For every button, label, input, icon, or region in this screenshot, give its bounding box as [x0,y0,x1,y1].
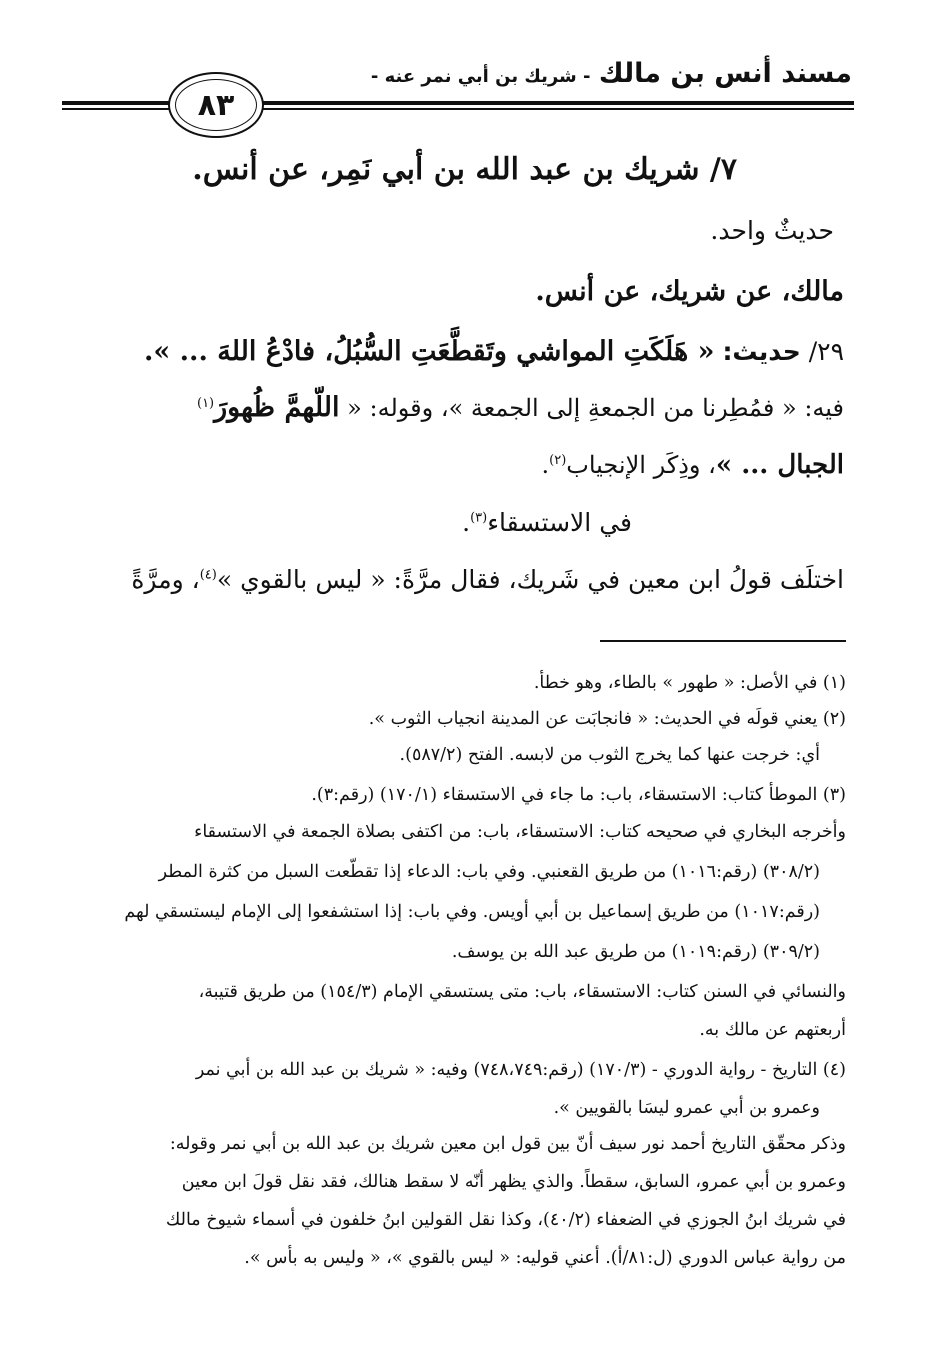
footnote-3: (٣) الموطأ كتاب: الاستسقاء، باب: ما جاء في الاستسقاء (١٧٠/١) (رقم:٣). [311,785,846,805]
running-header-title [371,58,852,89]
footnote-3-line-6: والنسائي في السنن كتاب: الاستسقاء، باب: متى يستسقي الإمام (١٥٤/٣) من طريق قتيبة، [198,982,846,1002]
hadith-text: « هَلَكَتِ المواشي وتَقطَّعَتِ السُّبُلُ، فادْعُ اللهَ ... ». [143,336,715,367]
footnote-1: (١) في الأصل: « طهور » بالطاء، وهو خطأ. [533,673,846,693]
page-number: ٨٣ [197,87,235,123]
hadith-count: حديثٌ واحد. [710,216,834,245]
footnote-4: (٤) التاريخ - رواية الدوري - (١٧٠/٣) (رقم:٧٤٨،٧٤٩) وفيه: « شريك بن عبد الله بن أبي نمر [195,1060,846,1080]
footnote-4-line-4: وعمرو بن أبي عمرو، السابق، سقطاً. والذي يظهر أنّه لا سقط هنالك، فقد نقل قولَ ابن معين [181,1172,846,1192]
fihi-line-2 [541,450,844,480]
fihi-line-2-text: ، وذِكَر الإنجياب [566,451,716,479]
footnote-3-line-7: أربعتهم عن مالك به. [699,1020,846,1040]
footnote-4-line-6: من رواية عباس الدوري (ل:٨١/أ). أعني قوليه: « ليس بالقوي »، « وليس به بأس ». [244,1248,846,1268]
footnote-ref-3[interactable]: (٣) [470,510,488,526]
footnote-ref-4[interactable]: (٤) [199,567,217,583]
footnote-3-line-2: وأخرجه البخاري في صحيحه كتاب: الاستسقاء، باب: من اكتفى بصلاة الجمعة في الاستسقاء [194,822,846,842]
ikhtalaf-line [131,565,844,594]
isnad-chain: مالك، عن شريك، عن أنس. [535,276,844,307]
istisqa-line [462,508,632,537]
footnote-2-continued: أي: خرجت عنها كما يخرج الثوب من لابسه. الفتح (٥٨٧/٢). [399,745,820,765]
header-title-sub: - شريك بن أبي نمر عنه - [370,66,591,87]
page-number-oval [168,72,264,138]
istisqa-text: في الاستسقاء [487,508,632,537]
footnote-separator [600,640,846,642]
fihi-line-1-text: فيه: « فمُطِرنا من الجمعةِ إلى الجمعة »، وقوله: « [347,394,844,422]
footnote-2: (٢) يعني قولَه في الحديث: « فانجابَت عن المدينة انجياب الثوب ». [368,709,846,729]
section-heading: ٧/ شريك بن عبد الله بن أبي نَمِر، عن أنس. [192,152,737,187]
fihi-line-2-end: . [541,451,550,479]
footnote-4-line-5: في شريك ابنُ الجوزي في الضعفاء (٤٠/٢)، وكذا نقل القولين ابنُ خلفون في أسماء شيوخ مالك [165,1210,846,1230]
hadith-label: حديث: [722,337,801,366]
footnote-3-line-5: (٣٠٩/٢) (رقم:١٠١٩) من طريق عبد الله بن يوسف. [451,942,820,962]
hadith-number: ٢٩/ [808,337,844,366]
ikhtalaf-end: ، ومرَّةً [131,565,200,594]
fihi-line-2-bold: الجبال ... » [715,450,844,480]
istisqa-end: . [462,508,471,537]
fihi-line-1 [197,392,844,423]
footnote-4-line-2: وعمرو بن أبي عمرو ليسَا بالقويين ». [553,1098,820,1118]
header-title-main: مسند أنس بن مالك [598,58,852,89]
footnote-3-line-3: (٣٠٨/٢) (رقم:١٠١٦) من طريق القعنبي. وفي باب: الدعاء إذا تقطّعت السبل من كثرة المطر [158,862,820,882]
footnote-ref-2[interactable]: (٢) [549,453,567,468]
footnote-ref-1[interactable]: (١) [196,396,215,411]
fihi-line-1-bold: اللّهمَّ ظُهورَ [214,392,340,423]
hadith-line [144,336,844,367]
ikhtalaf-text: اختلَف قولُ ابن معين في شَريك، فقال مرَّةً: « ليس بالقوي » [216,565,844,594]
footnote-3-line-4: (رقم:١٠١٧) من طريق إسماعيل بن أبي أويس. وفي باب: إذا استشفعوا إلى الإمام ليستسقي لهم [124,902,820,922]
footnote-4-line-3: وذكر محقّق التاريخ أحمد نور سيف أنّ بين قول ابن معين شريك بن عبد الله بن أبي نمر وقوله: [169,1134,846,1154]
